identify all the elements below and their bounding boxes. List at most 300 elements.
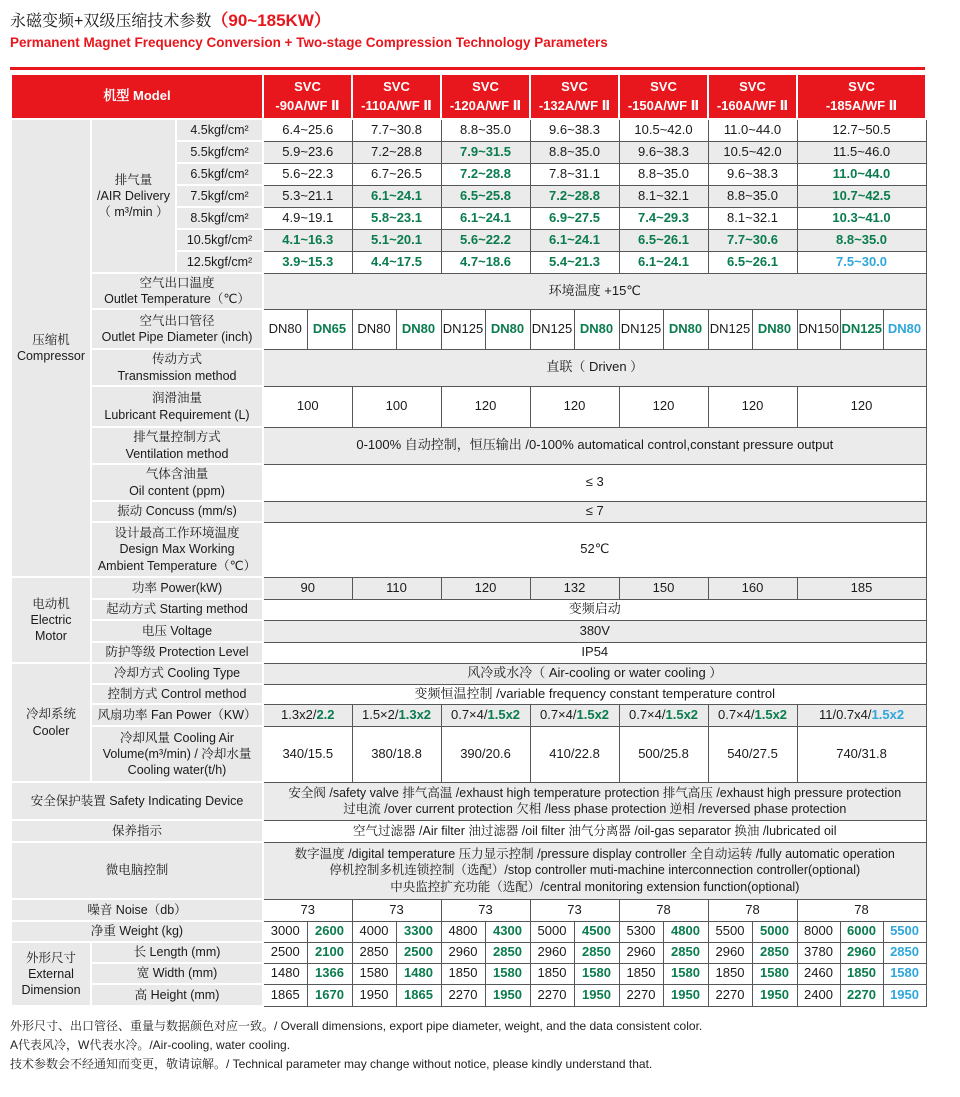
data-cell [263,163,352,185]
text-line: 功率 Power(kW) [131,580,223,595]
data-cell [797,899,926,921]
value-segment: 1950 [582,986,611,1002]
text-line: 过电流 /over current protection 欠相 /less phase protection 逆相 /reversed phase protection [343,802,847,816]
row-label [91,522,263,577]
model-header [708,74,797,119]
value-segment: 740/31.8 [836,745,887,761]
data-subcell [352,921,396,942]
value-segment: 2100 [315,944,344,960]
value-segment: 390/20.6 [460,745,511,761]
data-cell [441,726,530,782]
value-segment: 11/0.7x4/ [818,706,872,722]
text-line: Cooling water(t/h) [127,763,227,778]
text-line: SVC [739,78,766,94]
data-cell [263,577,352,599]
data-subcell [307,309,352,349]
data-cell [441,577,530,599]
data-subcell [396,984,441,1006]
data-subcell [485,984,530,1006]
data-subcell [574,921,619,942]
value-segment: 1.5x2 [576,706,610,722]
row-safety-device [11,782,926,820]
value-segment: 7.7~30.6 [727,231,778,247]
text-line: 变频恒温控制 /variable frequency constant temperature control [414,685,776,701]
model-column-header: 机型 Model [11,74,263,119]
data-cell [708,726,797,782]
pressure-label: 7.5kgf/cm² [176,185,263,207]
value-segment: 1.5x2 [487,706,521,722]
value-segment: 73 [300,901,315,917]
value-segment: 10.7~42.5 [832,187,891,203]
value-segment: 2960 [537,944,567,960]
value-segment: 1865 [404,986,433,1002]
value-segment: 11.5~46.0 [832,143,891,159]
pressure-label: 4.5kgf/cm² [176,119,263,141]
data-cell [708,163,797,185]
pressure-label: 12.5kgf/cm² [176,251,263,273]
text-line: 停机控制多机连锁控制（选配）/stop controller muti-machine interconnection controller(optional) [329,863,861,878]
text-line: Design Max Working [119,542,235,557]
text-line: 环境温度 +15℃ [548,282,641,298]
data-cell [619,899,708,921]
merged-value-cell [263,501,926,522]
row-label [91,349,263,386]
data-cell [619,251,708,273]
data-cell [352,386,441,427]
value-segment: 5000 [537,923,567,939]
text-line: 冷却风量 Cooling Air [120,730,234,745]
data-cell [797,229,926,251]
text-line: Ventilation method [125,446,229,461]
data-subcell [619,942,663,963]
value-segment: 120 [563,398,586,414]
value-segment: 7.9~31.5 [460,143,511,159]
data-subcell [619,921,663,942]
value-segment: 1850 [715,965,745,981]
text-line: 直联（ Driven ） [546,359,644,375]
value-segment: 2270 [715,986,745,1002]
value-segment: DN125 [531,320,573,336]
value-segment: 2960 [626,944,656,960]
value-segment: 5.3~21.1 [282,187,334,203]
value-segment: 6.4~25.6 [282,121,334,137]
value-segment: 3.9~15.3 [282,253,334,269]
value-segment: 1850 [537,965,567,981]
row-label [11,899,263,921]
data-cell [441,899,530,921]
row-label [91,620,263,642]
row-outlet-pipe [11,309,926,349]
value-segment: DN80 [579,320,614,336]
value-segment: 2850 [359,944,389,960]
merged-value-cell [263,684,926,704]
text-line: Motor [35,629,67,644]
text-line: Cooler [32,723,70,738]
data-subcell [752,963,797,984]
pressure-label: 8.5kgf/cm² [176,207,263,229]
data-cell [441,163,530,185]
data-cell [530,185,619,207]
data-cell [263,251,352,273]
data-cell [619,207,708,229]
text-line: Compressor [16,349,86,363]
data-subcell [840,942,883,963]
data-cell [708,577,797,599]
data-subcell [485,309,530,349]
value-segment: 500/25.8 [638,745,689,761]
value-segment: 1850 [448,965,478,981]
value-segment: 9.6~38.3 [549,121,600,137]
data-cell [797,726,926,782]
value-segment: 2400 [804,986,833,1002]
data-subcell [574,963,619,984]
data-cell [708,229,797,251]
value-segment: DN80 [887,320,922,336]
merged-value-cell [263,464,926,501]
text-line: 电动机 [32,596,70,611]
row-width [11,963,926,984]
row-control-method [11,684,926,704]
value-segment: 78 [656,901,671,917]
row-label [91,942,263,963]
value-segment: 5300 [626,923,656,939]
value-segment: 10.5~42.0 [634,121,693,137]
value-segment: 185 [850,579,873,595]
data-cell [708,704,797,726]
row-label [91,704,263,726]
value-segment: 2460 [804,965,833,981]
row-label [11,921,263,942]
data-subcell [797,963,840,984]
model-header [797,74,926,119]
value-segment: 0.7×4/ [628,706,666,722]
text-line: 冷却方式 Cooling Type [113,666,241,681]
text-line: 传动方式 [152,352,203,367]
value-segment: 6.5~25.8 [460,187,511,203]
data-subcell [708,984,752,1006]
row-label [91,501,263,522]
value-segment: 1670 [315,986,344,1002]
value-segment: 5000 [760,923,789,939]
row-design-max-temp [11,522,926,577]
value-segment: 0.7×4/ [539,706,577,722]
data-cell [263,229,352,251]
row-label [91,464,263,501]
value-segment: 8000 [804,923,833,939]
data-subcell [441,309,485,349]
text-line: ≤ 3 [585,474,604,490]
data-cell [352,577,441,599]
text-line: 润滑油量 [152,391,203,406]
value-segment: 6000 [847,923,876,939]
data-subcell [752,942,797,963]
value-segment: 2270 [537,986,567,1002]
value-segment: 150 [652,579,675,595]
data-cell [352,704,441,726]
data-subcell [485,963,530,984]
value-segment: 8.8~35.0 [638,165,689,181]
data-cell [530,119,619,141]
row-label [91,119,176,273]
data-subcell [663,942,708,963]
value-segment: 1.5x2 [754,706,788,722]
value-segment: DN150 [798,320,839,336]
row-label [91,577,263,599]
row-label [91,663,263,684]
text-line: 噪音 Noise（db） [87,902,187,917]
data-subcell [708,942,752,963]
row-label [91,273,263,309]
data-cell [619,163,708,185]
value-segment: 120 [850,398,873,414]
merged-value-cell [263,642,926,663]
data-subcell [708,309,752,349]
text-line: -132A/WF Ⅱ [538,97,611,113]
group-label [11,577,91,663]
row-outlet-temp [11,273,926,309]
data-cell [708,207,797,229]
value-segment: 8.8~35.0 [727,187,778,203]
data-subcell [485,942,530,963]
value-segment: 7.8~31.1 [549,165,600,181]
value-segment: DN125 [709,320,751,336]
merged-value-cell [263,349,926,386]
value-segment: 1850 [626,965,656,981]
data-cell [441,141,530,163]
text-line: 0-100% 自动控制，恒压输出 /0-100% automatical control,constant pressure output [356,437,834,453]
value-segment: 2960 [715,944,745,960]
value-segment: 1.3x2 [398,706,432,722]
data-cell [708,119,797,141]
value-segment: 5500 [715,923,745,939]
text-line: 外形尺寸 [25,950,76,965]
value-segment: 4.9~19.1 [282,209,334,225]
data-cell [263,726,352,782]
row-label [91,963,263,984]
value-segment: 2850 [890,944,919,960]
data-cell [441,119,530,141]
value-segment: 132 [563,579,586,595]
row-label [91,684,263,704]
value-segment: 340/15.5 [282,745,334,761]
text-line: 风扇功率 Fan Power（KW） [97,707,257,722]
value-segment: 4800 [448,923,478,939]
text-line: External [28,966,74,981]
merged-value-cell [263,820,926,842]
value-segment: 8.1~32.1 [638,187,689,203]
value-segment: 1950 [359,986,389,1002]
row-label [91,427,263,464]
data-subcell [263,942,307,963]
value-segment: 2270 [626,986,656,1002]
text-line: -90A/WF Ⅱ [275,97,340,113]
model-header [263,74,352,119]
value-segment: 110 [386,579,407,595]
data-subcell [797,984,840,1006]
data-cell [530,141,619,163]
value-segment: DN80 [401,320,436,336]
data-subcell [263,921,307,942]
text-line: 宽 Width (mm) [136,966,218,981]
value-segment: 1366 [315,965,344,981]
data-cell [797,207,926,229]
value-segment: 380/18.8 [371,745,422,761]
value-segment: 1865 [270,986,300,1002]
data-cell [619,386,708,427]
text-line: 排气量 [114,172,153,187]
value-segment: 10.3~41.0 [832,209,891,225]
data-cell [530,386,619,427]
value-segment: 7.2~28.8 [549,187,600,203]
value-segment: 12.7~50.5 [832,121,891,137]
text-line: （ m³/min ） [98,205,169,220]
data-cell [797,386,926,427]
value-segment: 2850 [671,944,700,960]
merged-value-cell [263,620,926,642]
text-line: Ambient Temperature（℃） [97,558,257,573]
data-subcell [530,942,574,963]
value-segment: 2850 [493,944,522,960]
value-segment: 7.5~30.0 [836,253,888,269]
value-segment: DN125 [841,320,882,336]
data-cell [352,229,441,251]
value-segment: 100 [296,398,319,414]
value-segment: 4800 [671,923,700,939]
text-line: Lubricant Requirement (L) [104,407,250,422]
page-title-zh: 永磁变频+双级压缩技术参数 [10,13,212,30]
data-subcell [708,963,752,984]
text-line: 保养指示 [112,823,163,838]
text-line: 控制方式 Control method [107,686,247,701]
spec-table [10,73,927,1007]
value-segment: 73 [389,901,404,917]
text-line: Transmission method [117,368,237,383]
data-cell [441,386,530,427]
data-subcell [708,921,752,942]
value-segment: 120 [474,579,497,595]
text-line: Outlet Temperature（℃） [104,292,250,306]
value-segment: 4.1~16.3 [282,231,334,247]
text-line: ≤ 7 [585,503,604,519]
text-line: SVC [383,78,410,94]
value-segment: 2850 [582,944,611,960]
merged-value-cell [263,522,926,577]
group-label [11,663,91,782]
data-subcell [663,921,708,942]
data-subcell [574,309,619,349]
data-subcell [352,963,396,984]
footnote-1: 外形尺寸、出口管径、重量与数据颜色对应一致。/ Overall dimensions, export pipe diameter, weight, and the data consistent color. [10,1019,703,1033]
value-segment: 1.5×2/ [361,706,399,722]
data-cell [530,726,619,782]
data-subcell [441,942,485,963]
value-segment: DN80 [357,320,391,336]
data-cell [797,141,926,163]
value-segment: 1950 [493,986,522,1002]
page-subtitle: Permanent Magnet Frequency Conversion + Two-stage Compression Technology Parameters [10,35,608,50]
data-cell [441,185,530,207]
text-line: 52℃ [580,541,610,557]
row-weight [11,921,926,942]
value-segment: 90 [300,579,315,595]
value-segment: 6.9~27.5 [549,209,600,225]
value-segment: 6.5~26.1 [727,253,778,269]
data-cell [441,251,530,273]
text-line: 风冷或水冷（ Air-cooling or water cooling ） [467,665,723,681]
value-segment: 3000 [270,923,300,939]
data-cell [352,207,441,229]
footnote-2: A代表风冷，W代表水冷。/Air-cooling, water cooling. [10,1038,291,1053]
data-cell [708,251,797,273]
model-header [441,74,530,119]
data-subcell [485,921,530,942]
row-label [91,599,263,620]
value-segment: 7.7~30.8 [371,121,422,137]
text-line: 380V [579,622,610,638]
data-cell [530,704,619,726]
value-segment: 6.5~26.1 [638,231,689,247]
value-segment: 120 [741,398,764,414]
value-segment: 6.1~24.1 [460,209,511,225]
data-cell [441,704,530,726]
value-segment: 73 [567,901,582,917]
text-line: -110A/WF Ⅱ [361,97,432,113]
value-segment: 160 [741,579,764,595]
value-segment: 9.6~38.3 [638,143,689,159]
row-oil-content [11,464,926,501]
text-line: -150A/WF Ⅱ [627,97,700,113]
model-header [619,74,708,119]
text-line: SVC [561,78,588,94]
text-line: SVC [650,78,677,94]
value-segment: 4000 [359,923,389,939]
text-line: 空气过滤器 /Air filter 油过滤器 /oil filter 油气分离器 /oil-gas separator 换油 /lubricated oil [353,823,837,838]
data-cell [708,141,797,163]
data-cell [619,141,708,163]
value-segment: 7.2~28.8 [371,143,422,159]
data-cell [530,899,619,921]
page-title [10,6,960,31]
data-subcell [619,984,663,1006]
value-segment: 2500 [270,944,300,960]
text-line: 安全保护装置 Safety Indicating Device [30,793,244,808]
data-cell [619,577,708,599]
value-segment: 410/22.8 [549,745,600,761]
value-segment: 2850 [760,944,789,960]
data-subcell [797,921,840,942]
text-line: SVC [294,78,321,94]
text-line: 冷却系统 [25,707,76,722]
data-cell [708,899,797,921]
value-segment: 3780 [804,944,833,960]
value-segment: 2.2 [316,706,335,722]
text-line: 长 Length (mm) [133,945,221,960]
data-cell [530,163,619,185]
data-cell [352,119,441,141]
data-subcell [840,963,883,984]
data-subcell [307,984,352,1006]
value-segment: DN80 [757,320,792,336]
value-segment: 8.1~32.1 [727,209,778,225]
text-line: 振动 Concuss (mm/s) [117,504,237,519]
text-line: /AIR Delivery [97,188,170,203]
row-concuss [11,501,926,522]
text-line: Outlet Pipe Diameter (inch) [101,330,253,344]
value-segment: 1480 [404,965,433,981]
row-microcomputer-control [11,842,926,899]
data-subcell [530,309,574,349]
value-segment: DN65 [312,320,347,336]
